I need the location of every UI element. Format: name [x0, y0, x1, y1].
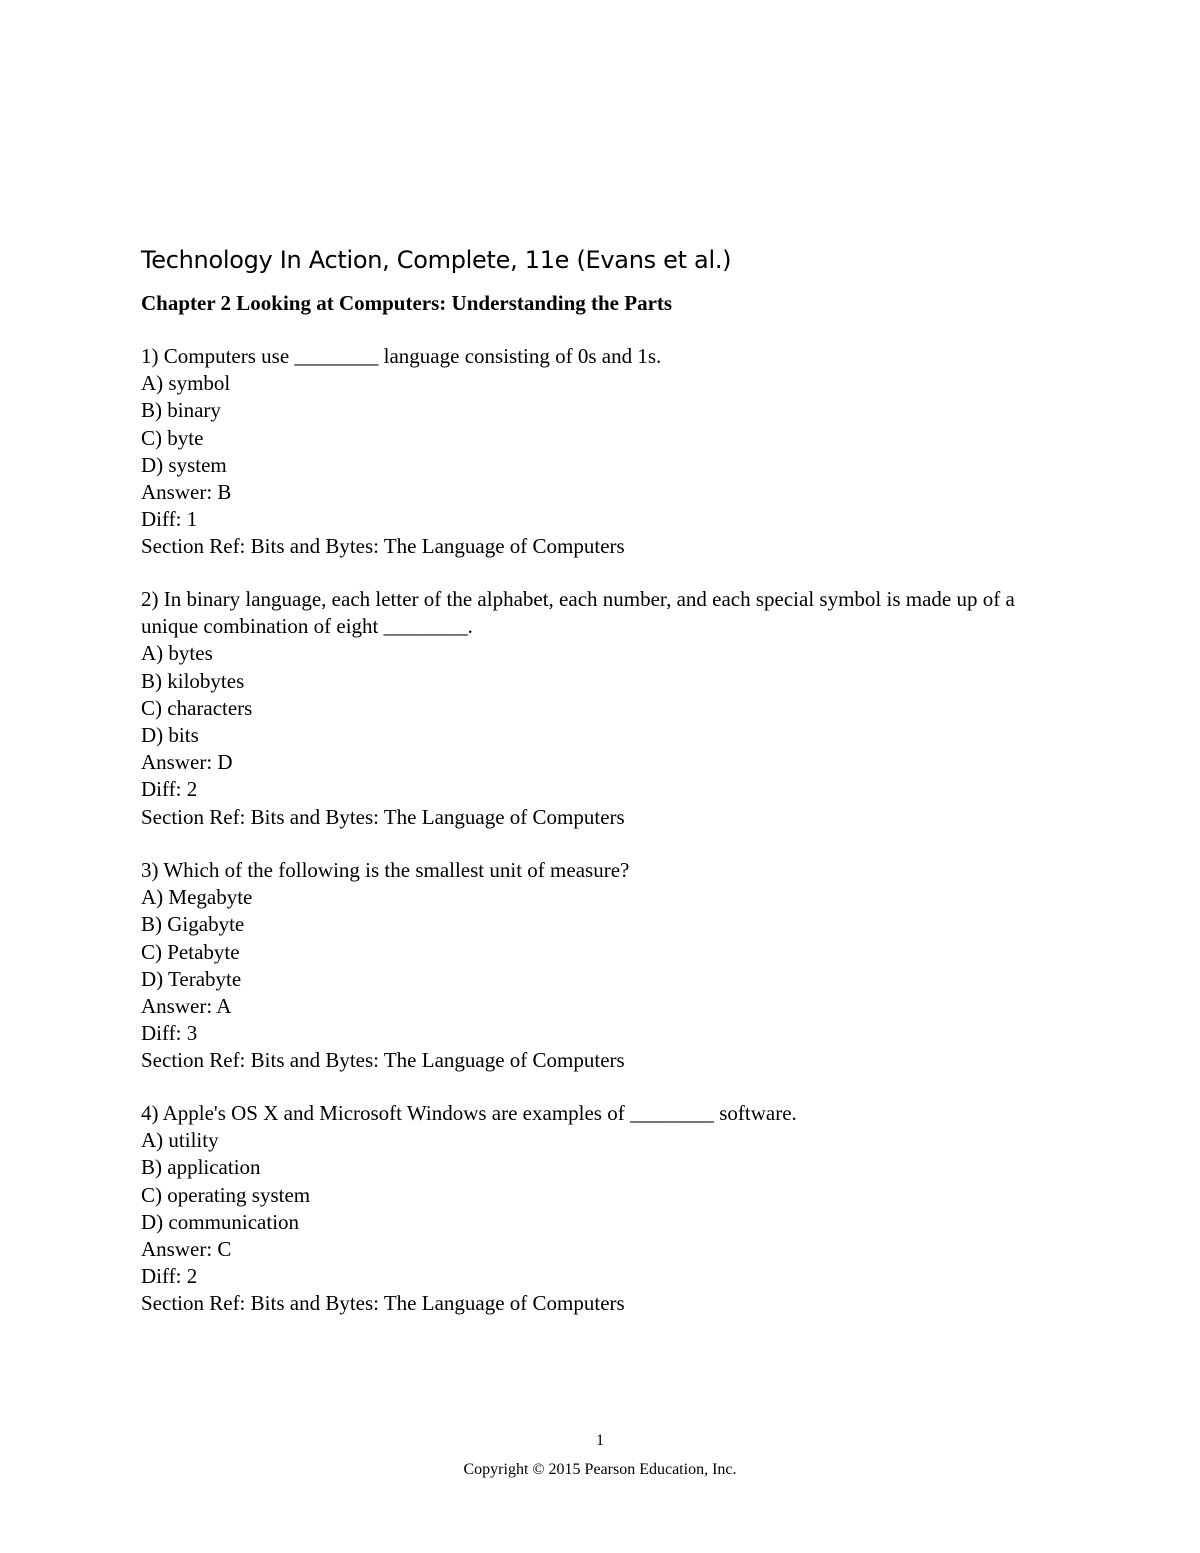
answer-option: B) kilobytes	[141, 668, 245, 693]
answer-option: C) characters	[141, 695, 253, 720]
question-stem: 4) Apple's OS X and Microsoft Windows are examples of ________ software.	[141, 1101, 797, 1125]
question-item	[141, 1100, 1071, 1318]
difficulty: Diff: 3	[141, 1021, 198, 1046]
difficulty: Diff: 2	[141, 777, 198, 802]
question-stem: 2) In binary language, each letter of the alphabet, each number, and each special symbol is made up of a unique combination of eight ________.	[141, 587, 1015, 639]
page-number: 1	[596, 1432, 604, 1449]
section-reference: Section Ref: Bits and Bytes: The Language of Computers	[141, 1291, 625, 1316]
question-item	[141, 343, 1071, 561]
answer-option: C) byte	[141, 425, 204, 450]
answer-option: B) binary	[141, 398, 221, 423]
question-item	[141, 586, 1071, 831]
question-stem: 3) Which of the following is the smallest unit of measure?	[141, 858, 630, 882]
answer-option: D) communication	[141, 1209, 300, 1234]
correct-answer: Answer: D	[141, 750, 233, 775]
document-title: Technology In Action, Complete, 11e (Evans et al.)	[141, 246, 732, 274]
section-reference: Section Ref: Bits and Bytes: The Language of Computers	[141, 804, 625, 829]
answer-option: B) Gigabyte	[141, 912, 245, 937]
difficulty: Diff: 2	[141, 1264, 198, 1289]
section-reference: Section Ref: Bits and Bytes: The Language of Computers	[141, 1048, 625, 1073]
answer-option: C) Petabyte	[141, 939, 240, 964]
answer-option: A) utility	[141, 1128, 219, 1153]
answer-option: B) application	[141, 1155, 261, 1180]
answer-option: A) Megabyte	[141, 885, 253, 910]
answer-option: D) Terabyte	[141, 966, 242, 991]
copyright-notice: Copyright © 2015 Pearson Education, Inc.	[463, 1461, 737, 1478]
answer-option: C) operating system	[141, 1182, 311, 1207]
question-stem: 1) Computers use ________ language consisting of 0s and 1s.	[141, 344, 662, 368]
answer-option: D) bits	[141, 723, 199, 748]
section-reference: Section Ref: Bits and Bytes: The Language of Computers	[141, 534, 625, 559]
answer-option: D) system	[141, 452, 227, 477]
correct-answer: Answer: C	[141, 1237, 232, 1262]
question-item	[141, 857, 1071, 1075]
answer-option: A) bytes	[141, 641, 213, 666]
answer-option: A) symbol	[141, 371, 231, 396]
correct-answer: Answer: A	[141, 994, 232, 1019]
difficulty: Diff: 1	[141, 507, 198, 532]
chapter-heading: Chapter 2 Looking at Computers: Understanding the Parts	[141, 291, 673, 315]
correct-answer: Answer: B	[141, 480, 232, 505]
